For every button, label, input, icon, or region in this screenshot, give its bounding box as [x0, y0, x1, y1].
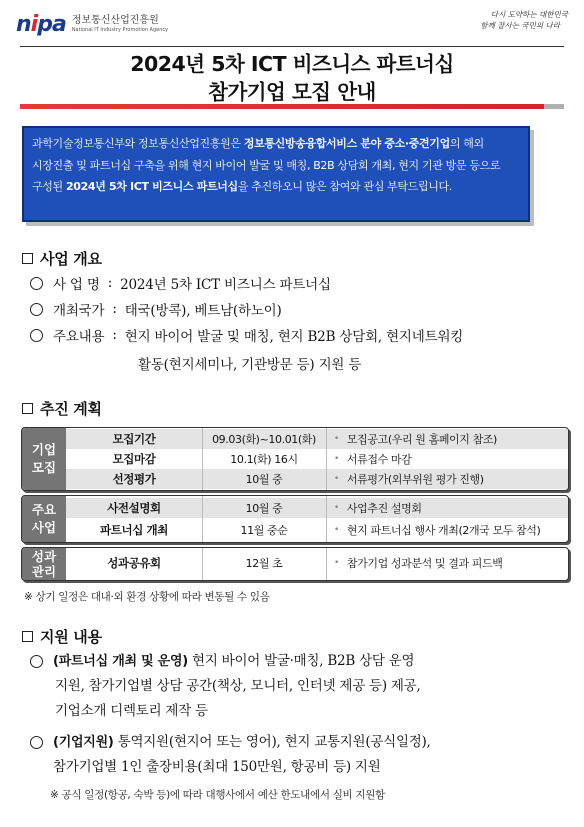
circle-bullet-icon	[30, 736, 43, 749]
support-item-company: (기업지원) 통역지원(현지어 또는 영어), 현지 교통지원(공식일정), 참가기업별 1인 출장비용(최대 150만원, 항공비 등) 지원	[30, 730, 560, 780]
overview-row-content: 주요내용 : 현지 바이어 발굴 및 매칭, 현지 B2B 상담회, 현지네트워킹	[30, 325, 463, 345]
header-divider	[20, 46, 564, 47]
overview-row-country: 개최국가 : 태국(방콕), 베트남(하노이)	[30, 299, 282, 319]
title-underline-end	[544, 104, 564, 109]
bullet-dot-icon: •	[334, 558, 339, 568]
title-underline	[20, 104, 544, 109]
schedule-group-recruit	[21, 427, 569, 491]
schedule-group-label: 기업 모집	[22, 428, 66, 490]
schedule-row: 모집기간 09.03(화)~10.01(화) • 모집공고(우리 원 홈페이지 참조)	[66, 429, 568, 449]
circle-bullet-icon	[30, 303, 43, 316]
schedule-row: 성과공유회 12월 초 • 참가기업 성과분석 및 결과 피드백	[107, 556, 503, 570]
bullet-dot-icon: •	[334, 434, 339, 444]
square-bullet-icon	[22, 631, 33, 642]
logo-korean: 정보통신산업진흥원	[71, 15, 159, 26]
square-bullet-icon	[22, 403, 33, 414]
bullet-dot-icon: •	[334, 454, 339, 464]
overview-row-name: 사 업 명 : 2024년 5차 ICT 비즈니스 파트너십	[30, 273, 331, 293]
schedule-row: 선정평가 10월 중 • 서류평가(외부위원 평가 진행)	[66, 469, 568, 489]
bullet-dot-icon: •	[334, 525, 339, 535]
overview-content-continued: 활동(현지세미나, 기관방문 등) 지원 등	[138, 357, 362, 373]
schedule-row: 모집마감 10.1(화) 16시 • 서류접수 마감	[112, 452, 412, 466]
page-title: 2024년 5차 ICT 비즈니스 파트너십 참가기업 모집 안내	[130, 52, 454, 104]
logo-english: National IT Industry Promotion Agency	[71, 27, 169, 33]
schedule-note: ※ 상기 일정은 대내·외 환경 상황에 따라 변동될 수 있음	[24, 591, 270, 603]
page-header	[0, 0, 584, 44]
section-plan-heading: 추진 계획	[22, 398, 102, 419]
schedule-group-performance	[21, 547, 569, 581]
section-overview-heading: 사업 개요	[22, 248, 102, 269]
intro-box: 과학기술정보통신부와 정보통신산업진흥원은 정보통신방송융합서비스 분야 중소·중견기업의 해외 시장진출 및 파트너십 구축을 위해 현지 바이어 발굴 및 매칭, B2B 상담회 개최, 현지 기관 방문 등으로 구성된 2024년 5차 ICT 비즈니스 파트너십을 추진하오니 많은 참여와 관심 부탁드립니다.	[22, 126, 530, 222]
support-note: ※ 공식 일정(항공, 숙박 등)에 따라 대행사에서 예산 한도내에서 실비 지원함	[50, 789, 385, 801]
schedule-group-main	[21, 495, 569, 543]
schedule-row: 파트너십 개최 11월 중순 • 현지 파트너십 행사 개최(2개국 모두 참석)	[100, 523, 541, 537]
circle-bullet-icon	[30, 329, 43, 342]
square-bullet-icon	[22, 253, 33, 264]
logo-mark: nipa	[16, 12, 66, 37]
schedule-group-label: 성과 관리	[22, 548, 66, 580]
bullet-dot-icon: •	[334, 474, 339, 484]
circle-bullet-icon	[30, 277, 43, 290]
section-support-heading: 지원 내용	[22, 626, 102, 647]
schedule-row: 사전설명회 10월 중 • 사업추진 설명회	[66, 498, 568, 518]
schedule-group-label: 주요 사업	[22, 496, 66, 542]
government-slogan: 다시 도약하는 대한민국 함께 잘사는 국민의 나라	[480, 10, 568, 30]
nipa-logo	[16, 12, 168, 37]
circle-bullet-icon	[30, 655, 43, 668]
support-item-partnership: (파트너십 개최 및 운영) 현지 바이어 발굴·매칭, B2B 상담 운영 지원, 참가기업별 상담 공간(책상, 모니터, 인터넷 제공 등) 제공, 기업소개 디렉토리 제작 등	[30, 649, 560, 724]
bullet-dot-icon: •	[334, 503, 339, 513]
